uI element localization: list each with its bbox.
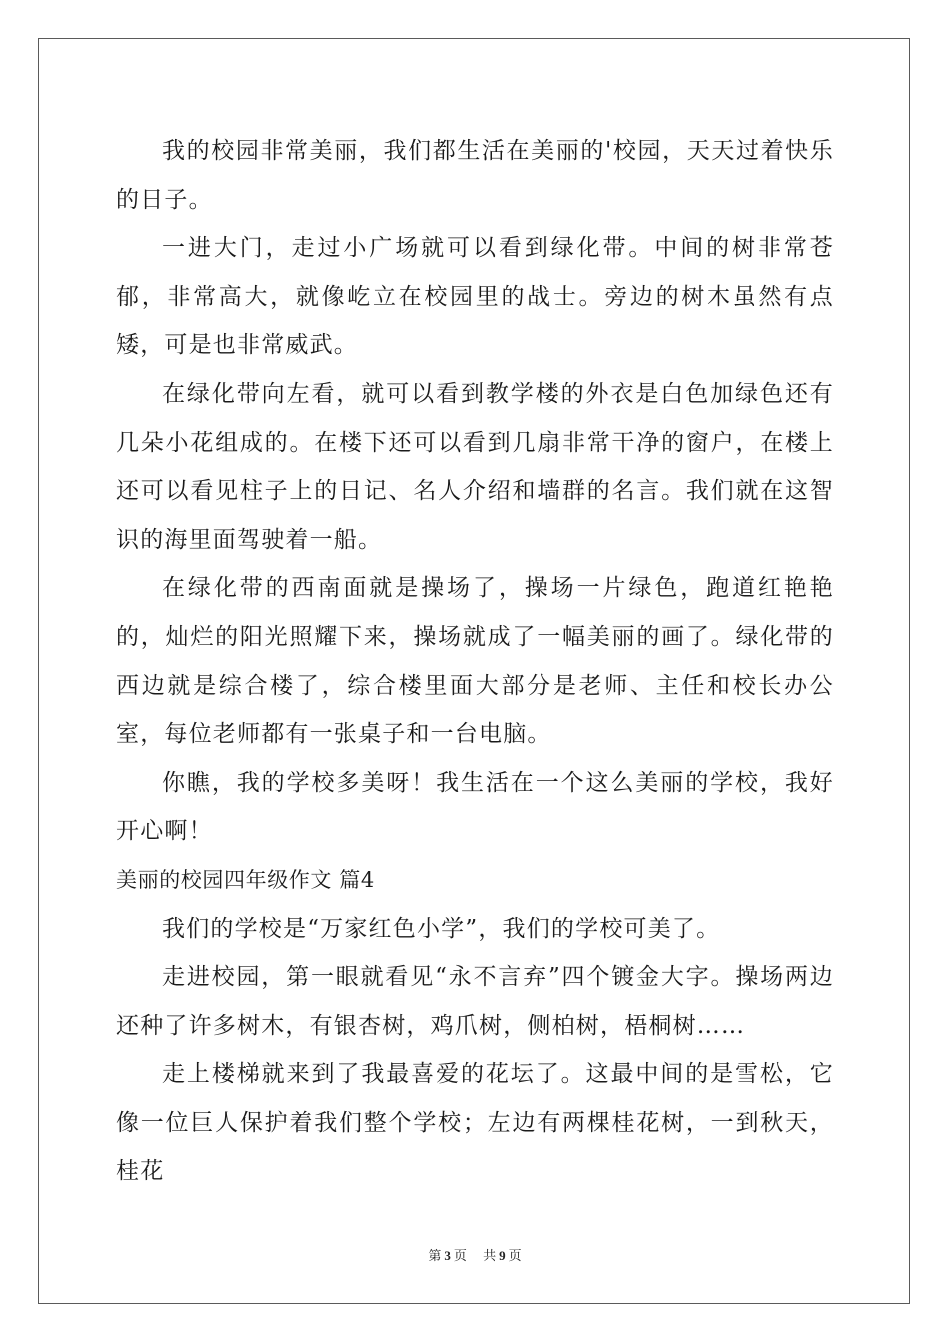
paragraph: 我们的学校是“万家红色小学”，我们的学校可美了。 <box>162 915 721 942</box>
paragraph: 一进大门，走过小广场就可以看到绿化带。中间的树非常苍郁，非常高大，就像屹立在校园里的战士。旁边的树木虽然有点矮，可是也非常威武。 <box>116 235 834 359</box>
page-suffix: 页 <box>453 1249 467 1264</box>
total-suffix: 页 <box>508 1249 522 1264</box>
document-body <box>116 127 834 1196</box>
total-prefix: 共 <box>483 1249 497 1264</box>
page-indicator <box>425 1249 470 1264</box>
section-heading: 美丽的校园四年级作文 篇4 <box>116 867 375 892</box>
paragraph: 走上楼梯就来到了我最喜爱的花坛了。这最中间的是雪松，它像一位巨人保护着我们整个学校；左边有两棵桂花树，一到秋天，桂花 <box>116 1061 834 1185</box>
paragraph: 你瞧，我的学校多美呀！我生活在一个这么美丽的学校，我好开心啊！ <box>116 769 834 845</box>
total-pages-indicator <box>480 1249 525 1264</box>
page-prefix: 第 <box>428 1249 442 1264</box>
page-footer <box>0 1245 950 1264</box>
paragraph: 在绿化带向左看，就可以看到教学楼的外衣是白色加绿色还有几朵小花组成的。在楼下还可以看到几扇非常干净的窗户，在楼上还可以看见柱子上的日记、名人介绍和墙群的名言。我们就在这智识的海里面驾驶着一船。 <box>116 380 834 553</box>
total-page-number: 9 <box>499 1248 506 1263</box>
current-page-number: 3 <box>444 1248 451 1263</box>
paragraph: 走进校园，第一眼就看见“永不言弃”四个镀金大字。操场两边还种了许多树木，有银杏树，鸡爪树，侧柏树，梧桐树…… <box>116 964 834 1039</box>
paragraph: 在绿化带的西南面就是操场了，操场一片绿色，跑道红艳艳的，灿烂的阳光照耀下来，操场就成了一幅美丽的画了。绿化带的西边就是综合楼了，综合楼里面大部分是老师、主任和校长办公室，每位老师都有一张桌子和一台电脑。 <box>116 575 834 748</box>
paragraph: 我的校园非常美丽，我们都生活在美丽的'校园，天天过着快乐的日子。 <box>116 138 834 213</box>
